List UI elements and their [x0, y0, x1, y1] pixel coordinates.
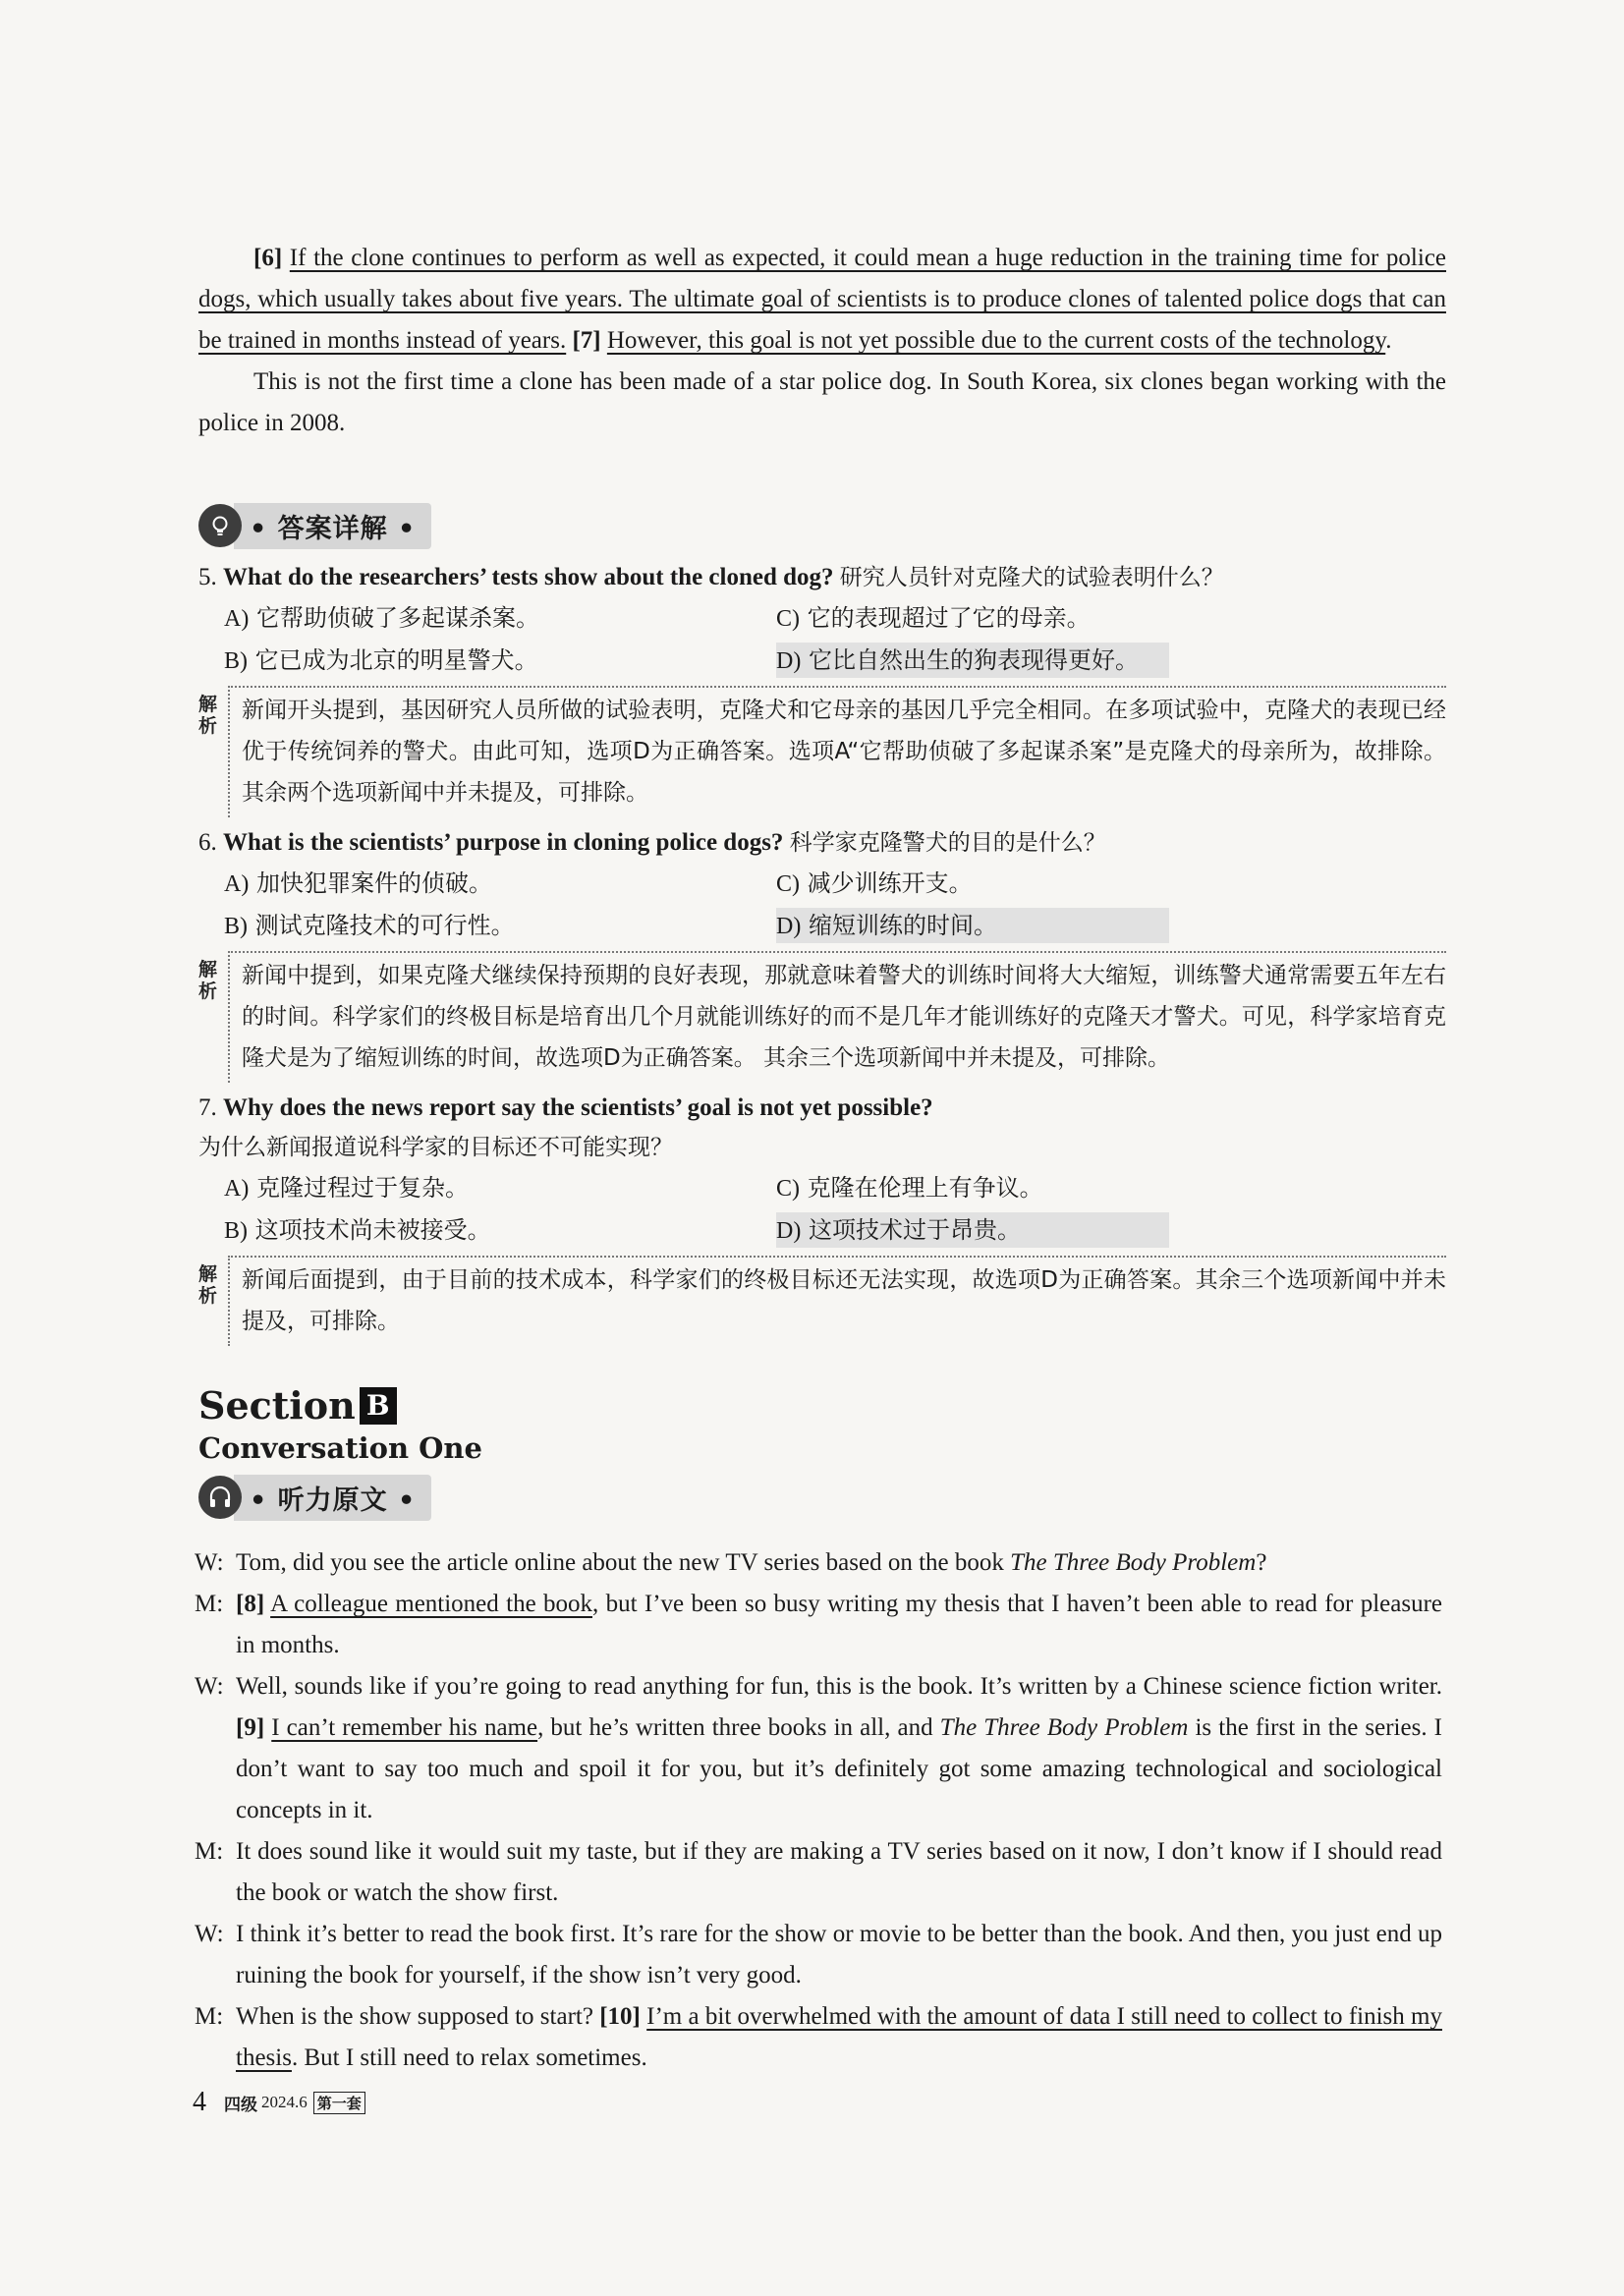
- page-number: 4: [193, 2087, 206, 2117]
- book-title: The Three Body Problem: [1010, 1549, 1257, 1576]
- options-grid: [224, 1167, 1446, 1252]
- dialogue-line: [236, 1584, 1442, 1666]
- analysis-box: [198, 686, 1446, 817]
- passage-paragraph-2: [198, 362, 1446, 444]
- analysis-text: 新闻后面提到，由于目前的技术成本，科学家们的终极目标还无法实现，故选项D为正确答案。其余三个选项新闻中并未提及，可排除。: [228, 1256, 1446, 1346]
- option-text: 它帮助侦破了多起谋杀案。: [255, 604, 539, 632]
- option-letter: C): [776, 606, 800, 632]
- analysis-tag: 解析: [198, 1263, 218, 1307]
- dialogue-grid: [195, 1542, 1446, 2079]
- option-letter: B): [224, 914, 248, 939]
- option-c: [776, 597, 1464, 640]
- option-text: 克隆在伦理上有争议。: [807, 1174, 1043, 1202]
- option-c: [776, 1167, 1464, 1209]
- dialogue-line: [236, 1914, 1442, 1996]
- underlined-answer: I can’t remember his name: [271, 1714, 538, 1741]
- speaker-label: W:: [195, 1673, 224, 1700]
- line-text: Tom, did you see the article online about the new TV series based on the book: [236, 1549, 1011, 1576]
- speaker-label: W:: [195, 1549, 224, 1576]
- line-text: ?: [1256, 1549, 1267, 1576]
- answers-section: [198, 503, 1446, 1346]
- question-marker: [8]: [236, 1591, 265, 1617]
- options-grid: [224, 863, 1446, 947]
- option-text: 克隆过程过于复杂。: [255, 1174, 469, 1202]
- option-letter: B): [224, 1218, 248, 1244]
- question-block: [198, 1089, 1446, 1346]
- option-c: [776, 863, 1464, 905]
- option-a: [224, 1167, 776, 1209]
- headphones-icon: [198, 1476, 242, 1519]
- page-footer: [193, 2087, 365, 2118]
- passage: [198, 238, 1446, 444]
- option-b: [224, 640, 776, 682]
- speaker-label: M:: [195, 1591, 224, 1617]
- sentence-end: .: [1385, 327, 1392, 354]
- line-text: is the first in the series. I don’t want to say too much and spoil it for you, but it’s definitely got some amazing technological and sociological concepts in it.: [236, 1714, 1442, 1823]
- option-text: 缩短训练的时间。: [808, 912, 997, 939]
- dialogue-line: [236, 1831, 1442, 1914]
- line-text: , but he’s written three books in all, and: [537, 1714, 940, 1741]
- question-text-cn: 为什么新闻报道说科学家的目标还不可能实现？: [198, 1135, 673, 1160]
- transcript-header: [198, 1475, 1446, 1520]
- question-text-cn: 科学家克隆警犬的目的是什么？: [789, 830, 1106, 856]
- question-text-cn: 研究人员针对克隆犬的试验表明什么？: [839, 565, 1224, 590]
- option-text: 它已成为北京的明星警犬。: [254, 646, 538, 674]
- question-text-en: What is the scientists’ purpose in cloning police dogs?: [223, 829, 784, 856]
- option-d: [776, 640, 1464, 682]
- line-text: , but I’ve been so busy writing my thesis that I haven’t been able to read for pleasure in months.: [236, 1591, 1442, 1658]
- option-letter: C): [776, 871, 800, 897]
- passage-paragraph-1: [198, 238, 1446, 362]
- paragraph-2-text: This is not the first time a clone has been made of a star police dog. In South Korea, six clones began working with the police in 2008.: [198, 368, 1446, 436]
- question-stem: [198, 558, 1446, 597]
- option-text: 减少训练开支。: [807, 869, 973, 897]
- option-a: [224, 863, 776, 905]
- option-d: [776, 1209, 1464, 1252]
- marker-7: [7]: [572, 327, 601, 354]
- dialogue-line: [236, 1542, 1442, 1584]
- option-letter: D): [776, 1218, 802, 1244]
- question-number: 7.: [198, 1094, 217, 1121]
- marker-6: [6]: [253, 245, 283, 271]
- line-text: . But I still need to relax sometimes.: [291, 2044, 647, 2071]
- option-d: [776, 905, 1464, 947]
- option-b: [224, 905, 776, 947]
- lightbulb-icon: [198, 504, 242, 547]
- question-list: [198, 558, 1446, 1346]
- question-number: 5.: [198, 564, 217, 590]
- analysis-text: 新闻中提到，如果克隆犬继续保持预期的良好表现，那就意味着警犬的训练时间将大大缩短，训练警犬通常需要五年左右的时间。科学家们的终极目标是培育出几个月就能训练好的而不是几年才能训练好的克隆天才警犬。可见，科学家培育克隆犬是为了缩短训练的时间，故选项D为正确答案。 其余三个选项新闻中并未提及，可排除。: [228, 951, 1446, 1083]
- line-text: When is the show supposed to start?: [236, 2003, 600, 2030]
- option-a: [224, 597, 776, 640]
- dialogue-line: [236, 1666, 1442, 1831]
- option-b: [224, 1209, 776, 1252]
- option-text: 它的表现超过了它的母亲。: [807, 604, 1091, 632]
- analysis-tag: 解析: [198, 959, 218, 1002]
- speaker-label: M:: [195, 2003, 224, 2030]
- question-stem: [198, 1089, 1446, 1167]
- option-letter: D): [776, 648, 802, 674]
- underlined-answer: I’m a bit overwhelmed with the amount of data I still need to collect to finish my thesis: [236, 2003, 1442, 2071]
- underlined-sentence-6: If the clone continues to perform as well as expected, it could mean a huge reduction in the training time for police dogs, which usually takes about five years. The ultimate goal of scientists is to produce clones of talented police dogs that can be trained in months instead of years.: [198, 245, 1447, 354]
- option-letter: A): [224, 1176, 250, 1202]
- option-text: 它比自然出生的狗表现得更好。: [808, 646, 1139, 674]
- line-text: It does sound like it would suit my taste, but if they are making a TV series based on it now, I don’t know if I should read the book or watch the show first.: [236, 1838, 1442, 1906]
- section-letter-box: B: [360, 1387, 397, 1425]
- exam-level: 四级: [224, 2095, 257, 2115]
- underlined-sentence-7: However, this goal is not yet possible due to the current costs of the technology: [606, 327, 1386, 354]
- section-label: Section: [198, 1383, 356, 1428]
- question-marker: [9]: [236, 1714, 265, 1741]
- analysis-box: [198, 1256, 1446, 1346]
- question-block: [198, 823, 1446, 1083]
- option-letter: A): [224, 871, 250, 897]
- answers-header: [198, 503, 1446, 548]
- dialogue-line: [236, 1996, 1442, 2079]
- options-grid: [224, 597, 1446, 682]
- option-letter: B): [224, 648, 248, 674]
- option-letter: A): [224, 606, 250, 632]
- option-text: 加快犯罪案件的侦破。: [255, 869, 492, 897]
- exam-date: 2024.6: [261, 2093, 308, 2111]
- answers-header-label: • 答案详解 •: [234, 503, 431, 549]
- conversation-title: Conversation One: [198, 1431, 482, 1465]
- question-text-en: What do the researchers’ tests show about the cloned dog?: [223, 564, 834, 590]
- section-b-title: [198, 1383, 1446, 1428]
- line-text: Well, sounds like if you’re going to read anything for fun, this is the book. It’s written by a Chinese science fiction writer.: [236, 1673, 1442, 1700]
- speaker-label: M:: [195, 1838, 224, 1865]
- analysis-box: [198, 951, 1446, 1083]
- question-block: [198, 558, 1446, 817]
- question-marker: [10]: [599, 2003, 641, 2030]
- option-text: 这项技术过于昂贵。: [808, 1216, 1021, 1244]
- option-letter: C): [776, 1176, 800, 1202]
- question-number: 6.: [198, 829, 217, 856]
- section-b: [198, 1383, 1446, 1520]
- exam-set: 第一套: [313, 2092, 365, 2114]
- analysis-text: 新闻开头提到，基因研究人员所做的试验表明，克隆犬和它母亲的基因几乎完全相同。在多项试验中，克隆犬的表现已经优于传统饲养的警犬。由此可知，选项D为正确答案。选项A“它帮助侦破了多起谋杀案”是克隆犬的母亲所为，故排除。其余两个选项新闻中并未提及，可排除。: [228, 686, 1446, 817]
- option-letter: D): [776, 914, 802, 939]
- question-text-en: Why does the news report say the scientists’ goal is not yet possible?: [223, 1094, 933, 1121]
- dialogue: [195, 1542, 1446, 2079]
- transcript-header-label: • 听力原文 •: [234, 1475, 431, 1521]
- line-text: I think it’s better to read the book first. It’s rare for the show or movie to be better than the book. And then, you just end up ruining the book for yourself, if the show isn’t very good.: [236, 1921, 1442, 1988]
- speaker-label: W:: [195, 1921, 224, 1947]
- book-title: The Three Body Problem: [939, 1714, 1189, 1741]
- option-text: 这项技术尚未被接受。: [254, 1216, 491, 1244]
- option-text: 测试克隆技术的可行性。: [254, 912, 515, 939]
- analysis-tag: 解析: [198, 694, 218, 737]
- underlined-answer: A colleague mentioned the book: [270, 1591, 592, 1617]
- question-stem: [198, 823, 1446, 863]
